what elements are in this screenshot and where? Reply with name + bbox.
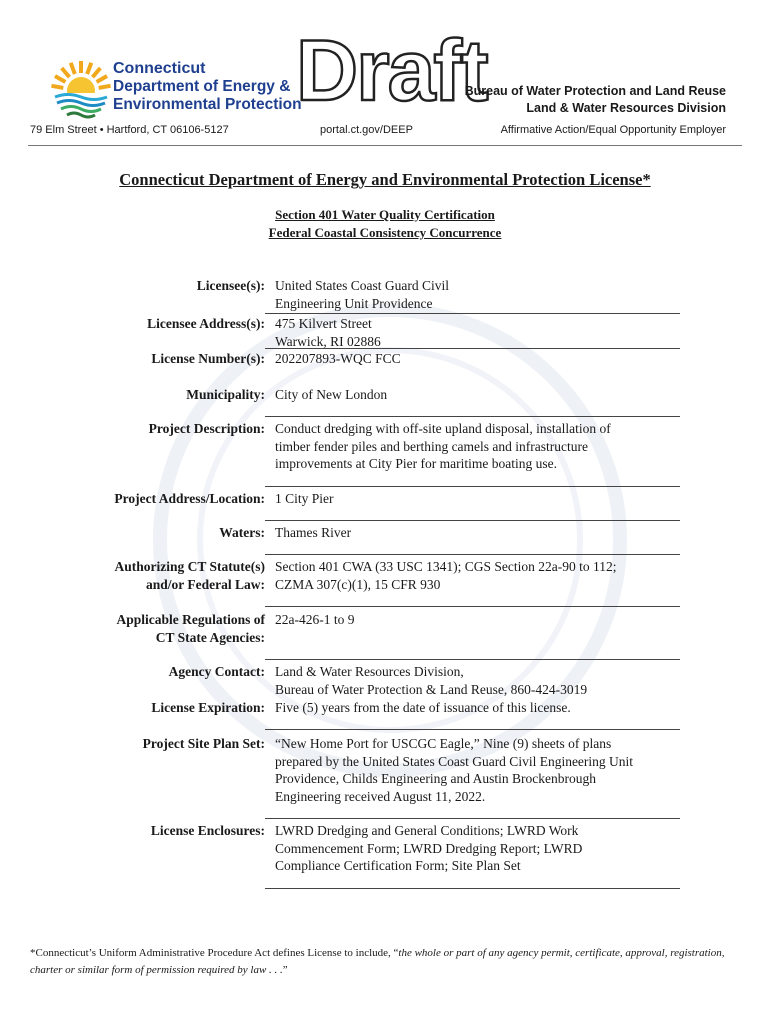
license-enclosures-label: License Enclosures: <box>150 823 265 838</box>
street-address: 79 Elm Street • Hartford, CT 06106-5127 <box>30 124 229 136</box>
org-name-line-1: Connecticut <box>113 60 206 77</box>
site-plan-label: Project Site Plan Set: <box>142 736 265 751</box>
project-address-value: 1 City Pier <box>275 491 334 506</box>
statutes-value: Section 401 CWA (33 USC 1341); CGS Section 22a-90 to 112; CZMA 307(c)(1), 15 CFR 930 <box>275 559 617 592</box>
field-divider <box>265 888 680 889</box>
site-plan-value: “New Home Port for USCGC Eagle,” Nine (9) sheets of plans prepared by the United States Coast Guard Civil Engineering Unit Providence, Childs Engineering and Austin Brockenbrough Engineering received August 11, 2022. <box>275 736 634 804</box>
licensees-value: United States Coast Guard Civil Engineering Unit Providence <box>275 278 449 311</box>
regulations-label: Applicable Regulations of CT State Agencies: <box>116 612 265 645</box>
waters-value: Thames River <box>275 525 352 540</box>
project-description-label: Project Description: <box>148 421 265 436</box>
subtitle-coastal: Federal Coastal Consistency Concurrence <box>268 225 502 240</box>
field-divider <box>265 486 680 487</box>
regulations-value: 22a-426-1 to 9 <box>275 612 355 627</box>
project-description-value: Conduct dredging with off-site upland disposal, installation of timber fender piles and berthing camels and infrastructure improvements at City Pier for maritime boating use. <box>275 421 611 471</box>
field-divider <box>265 818 680 819</box>
municipality-label: Municipality: <box>186 387 265 402</box>
project-address-label: Project Address/Location: <box>114 491 265 506</box>
licensees-label: Licensee(s): <box>196 278 265 293</box>
agency-contact-label: Agency Contact: <box>168 664 265 679</box>
license-expiration-value: Five (5) years from the date of issuance of this license. <box>275 700 571 715</box>
license-expiration-label: License Expiration: <box>151 700 265 715</box>
bureau-name: Bureau of Water Protection and Land Reuse <box>464 84 726 98</box>
employer-statement: Affirmative Action/Equal Opportunity Employer <box>500 124 726 136</box>
agency-contact-value: Land & Water Resources Division, Bureau of Water Protection & Land Reuse, 860-424-3019 <box>275 664 588 697</box>
subtitle-401: Section 401 Water Quality Certification <box>275 207 495 222</box>
field-divider <box>265 348 680 349</box>
org-name-line-2: Department of Energy & <box>113 78 291 95</box>
draft-stamp: Draft <box>296 23 487 119</box>
license-number-value: 202207893-WQC FCC <box>275 351 401 366</box>
org-name-line-3: Environmental Protection <box>113 96 302 113</box>
field-divider <box>265 520 680 521</box>
licensee-address-label: Licensee Address(s): <box>147 316 265 331</box>
division-name: Land & Water Resources Division <box>526 101 726 115</box>
license-number-label: License Number(s): <box>151 351 265 366</box>
ct-deep-logo-icon <box>50 57 112 119</box>
field-divider <box>265 606 680 607</box>
header-divider <box>28 145 742 146</box>
document-title: Connecticut Department of Energy and Environmental Protection License* <box>119 170 651 189</box>
portal-link[interactable]: portal.ct.gov/DEEP <box>320 124 413 136</box>
field-divider <box>265 416 680 417</box>
municipality-value: City of New London <box>275 387 388 402</box>
field-divider <box>265 659 680 660</box>
footnote: *Connecticut’s Uniform Administrative Procedure Act defines License to include, “the whole or part of any agency permit, certificate, approval, registration, charter or similar form of permission required by law . . .” <box>30 947 725 976</box>
field-divider <box>265 729 680 730</box>
licensee-address-value: 475 Kilvert Street Warwick, RI 02886 <box>275 316 381 349</box>
field-divider <box>265 554 680 555</box>
waters-label: Waters: <box>219 525 265 540</box>
statutes-label: Authorizing CT Statute(s) and/or Federal Law: <box>114 559 265 592</box>
field-divider <box>265 313 680 314</box>
license-enclosures-value: LWRD Dredging and General Conditions; LWRD Work Commencement Form; LWRD Dredging Report; LWRD Compliance Certification Form; Site Plan Set <box>275 823 583 873</box>
